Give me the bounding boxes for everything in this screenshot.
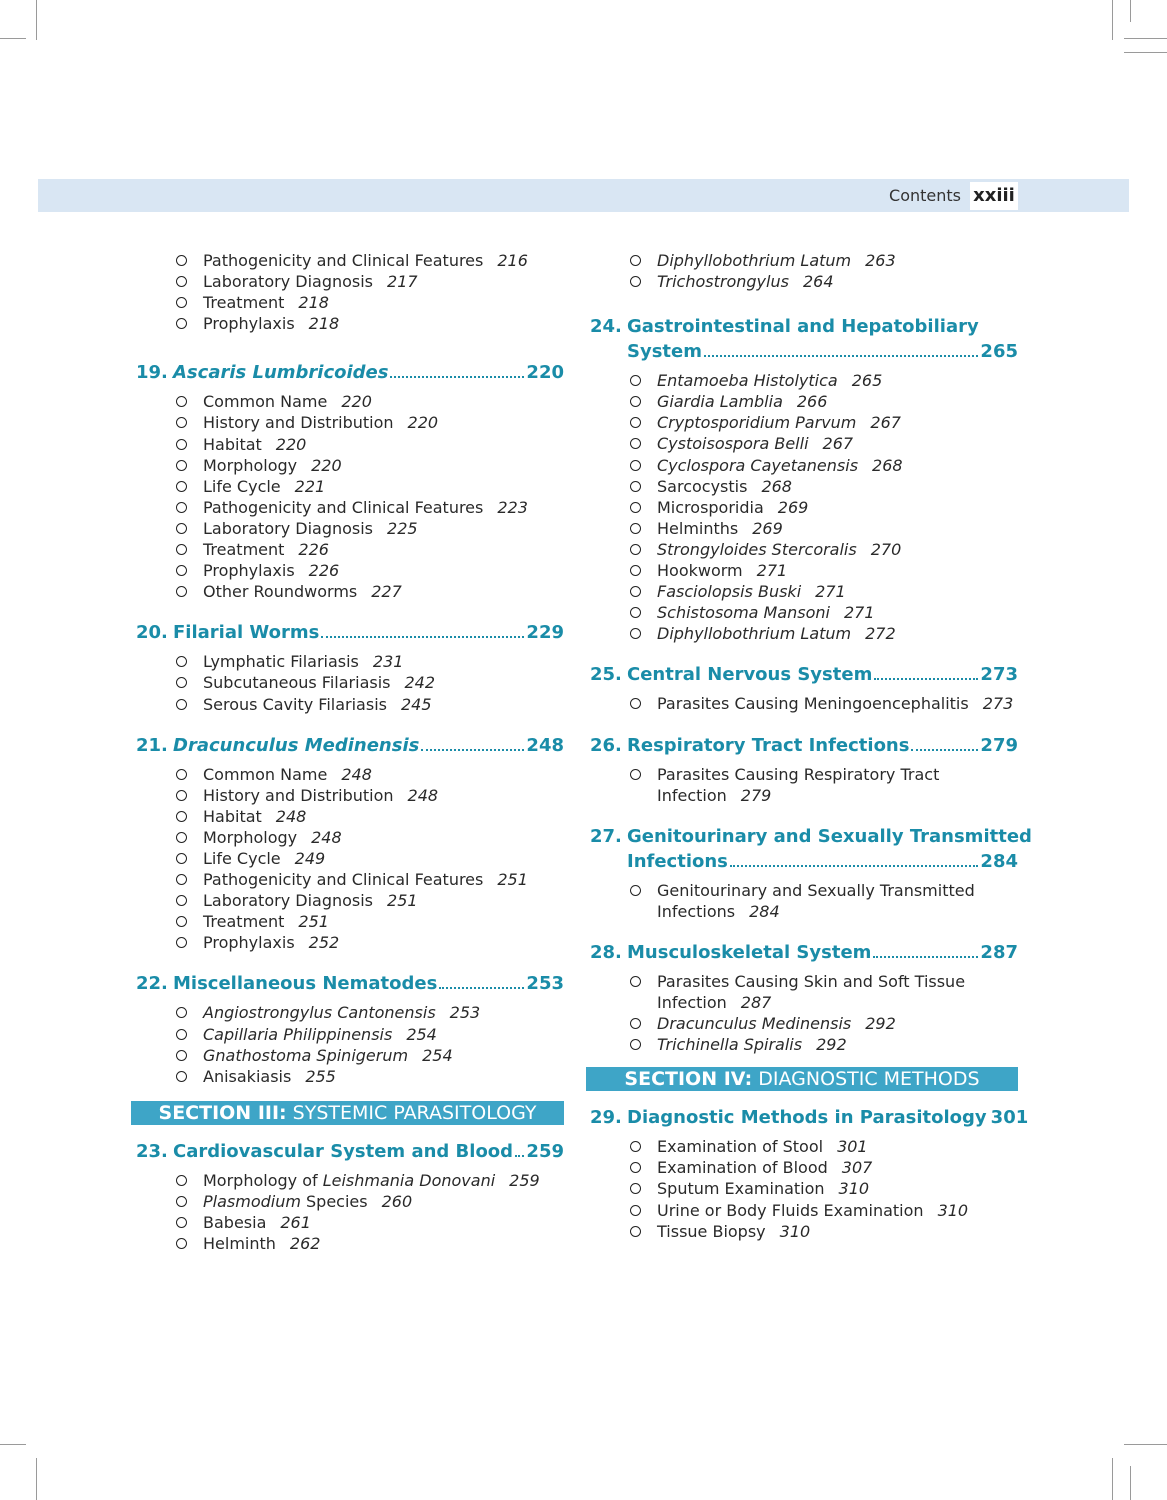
chapter-title-continued: Infections — [627, 850, 728, 872]
toc-entry: Prophylaxis 226 — [136, 560, 564, 581]
circle-bullet-icon — [630, 586, 641, 597]
circle-bullet-icon — [176, 699, 187, 710]
toc-entry: Common Name 220 — [136, 391, 564, 412]
circle-bullet-icon — [630, 769, 641, 780]
running-header-label: Contents — [889, 186, 961, 205]
crop-mark — [1130, 1466, 1131, 1500]
circle-bullet-icon — [630, 544, 641, 555]
dot-leader — [874, 678, 978, 680]
chapter-title: Genitourinary and Sexually Transmitted — [627, 825, 1032, 847]
circle-bullet-icon — [630, 885, 641, 896]
chapter-page: 284 — [980, 850, 1018, 872]
crop-mark — [36, 0, 37, 40]
section-title: DIAGNOSTIC METHODS — [752, 1068, 980, 1091]
circle-bullet-icon — [176, 439, 187, 450]
toc-entry: Babesia 261 — [136, 1212, 564, 1233]
toc-entry: Other Roundworms 227 — [136, 581, 564, 602]
dot-leader — [439, 987, 524, 989]
chapter-number: 29. — [590, 1107, 622, 1129]
crop-mark — [1124, 1444, 1167, 1445]
chapter-page: 265 — [980, 341, 1018, 363]
dot-leader — [515, 1155, 524, 1157]
toc-entry: Morphology 220 — [136, 455, 564, 476]
toc-entry: Cyclospora Cayetanensis 268 — [590, 455, 1018, 476]
chapter-heading-24 — [590, 314, 1018, 364]
circle-bullet-icon — [176, 656, 187, 667]
chapter-page: 220 — [526, 362, 564, 384]
circle-bullet-icon — [176, 544, 187, 555]
toc-entry: History and Distribution 220 — [136, 412, 564, 433]
chapter-number: 26. — [590, 734, 622, 756]
toc-entry: Cryptosporidium Parvum 267 — [590, 412, 1018, 433]
toc-entry: Parasites Causing Meningoencephalitis 273 — [590, 693, 1018, 714]
toc-entry: Morphology 248 — [136, 827, 564, 848]
circle-bullet-icon — [176, 460, 187, 471]
chapter-heading-26 — [590, 733, 1018, 758]
toc-entry: Helminths 269 — [590, 518, 1018, 539]
circle-bullet-icon — [630, 628, 641, 639]
toc-entry: Gnathostoma Spinigerum 254 — [136, 1045, 564, 1066]
toc-entry: Laboratory Diagnosis 251 — [136, 890, 564, 911]
circle-bullet-icon — [630, 523, 641, 534]
dot-leader — [704, 355, 978, 357]
chapter-number: 19. — [136, 362, 168, 384]
chapter-title: Respiratory Tract Infections — [627, 734, 910, 756]
toc-entry: Capillaria Philippinensis 254 — [136, 1024, 564, 1045]
entry-list — [590, 250, 1018, 292]
circle-bullet-icon — [630, 502, 641, 513]
circle-bullet-icon — [630, 976, 641, 987]
circle-bullet-icon — [630, 438, 641, 449]
chapter-number: 25. — [590, 664, 622, 686]
entry-list — [590, 971, 1018, 1055]
circle-bullet-icon — [176, 811, 187, 822]
dot-leader — [873, 956, 978, 958]
entry-list — [136, 651, 564, 714]
circle-bullet-icon — [176, 297, 187, 308]
dot-leader — [730, 865, 979, 867]
circle-bullet-icon — [176, 832, 187, 843]
circle-bullet-icon — [176, 1175, 187, 1186]
chapter-page: 279 — [980, 734, 1018, 756]
toc-entry: Fasciolopsis Buski 271 — [590, 581, 1018, 602]
toc-entry: Prophylaxis 252 — [136, 932, 564, 953]
chapter-title: Gastrointestinal and Hepatobiliary — [627, 316, 979, 338]
dot-leader — [321, 636, 524, 638]
toc-entry: Diphyllobothrium Latum 272 — [590, 623, 1018, 644]
circle-bullet-icon — [630, 460, 641, 471]
chapter-page: 301 — [990, 1107, 1029, 1129]
chapter-heading-22 — [136, 971, 564, 996]
chapter-heading-20 — [136, 620, 564, 645]
chapter-number: 23. — [136, 1140, 168, 1162]
circle-bullet-icon — [176, 318, 187, 329]
toc-entry: Subcutaneous Filariasis 242 — [136, 672, 564, 693]
circle-bullet-icon — [630, 375, 641, 386]
toc-entry: Pathogenicity and Clinical Features 223 — [136, 497, 564, 518]
chapter-title: Diagnostic Methods in Parasitology — [627, 1107, 987, 1129]
entry-list — [136, 1002, 564, 1086]
toc-entry: Sarcocystis 268 — [590, 476, 1018, 497]
crop-mark — [1124, 38, 1167, 39]
dot-leader — [390, 376, 524, 378]
toc-entry: Parasites Causing Skin and Soft Tissue Infection 287 — [590, 971, 1018, 1013]
circle-bullet-icon — [630, 1039, 641, 1050]
crop-mark — [0, 1444, 26, 1445]
circle-bullet-icon — [630, 1226, 641, 1237]
toc-entry: Treatment 226 — [136, 539, 564, 560]
circle-bullet-icon — [630, 565, 641, 576]
chapter-number: 21. — [136, 734, 168, 756]
crop-mark — [1112, 1458, 1113, 1500]
circle-bullet-icon — [176, 417, 187, 428]
chapter-title: Ascaris Lumbricoides — [173, 362, 389, 384]
entry-list — [136, 764, 564, 954]
toc-entry: Anisakiasis 255 — [136, 1066, 564, 1087]
dot-leader — [421, 749, 524, 751]
circle-bullet-icon — [176, 1071, 187, 1082]
chapter-page: 248 — [526, 734, 564, 756]
circle-bullet-icon — [176, 895, 187, 906]
chapter-title: Cardiovascular System and Blood — [173, 1140, 514, 1162]
circle-bullet-icon — [176, 255, 187, 266]
entry-list — [590, 693, 1018, 714]
chapter-page: 259 — [526, 1140, 564, 1162]
chapter-number: 27. — [590, 825, 622, 847]
entry-list — [590, 1136, 1018, 1241]
chapter-title: Musculoskeletal System — [627, 941, 872, 963]
toc-entry: Life Cycle 249 — [136, 848, 564, 869]
chapter-number: 28. — [590, 941, 622, 963]
circle-bullet-icon — [630, 1183, 641, 1194]
contents-left-column — [136, 250, 564, 1254]
chapter-heading-23 — [136, 1139, 564, 1164]
circle-bullet-icon — [176, 1029, 187, 1040]
circle-bullet-icon — [176, 1217, 187, 1228]
circle-bullet-icon — [630, 698, 641, 709]
toc-entry: Trichinella Spiralis 292 — [590, 1034, 1018, 1055]
circle-bullet-icon — [176, 481, 187, 492]
crop-mark — [1130, 0, 1131, 22]
circle-bullet-icon — [176, 502, 187, 513]
entry-list — [136, 391, 564, 602]
chapter-page: 273 — [980, 664, 1018, 686]
toc-entry: Examination of Blood 307 — [590, 1157, 1018, 1178]
circle-bullet-icon — [630, 1162, 641, 1173]
entry-list — [136, 250, 564, 334]
circle-bullet-icon — [630, 276, 641, 287]
circle-bullet-icon — [176, 1196, 187, 1207]
toc-entry: Prophylaxis 218 — [136, 313, 564, 334]
circle-bullet-icon — [630, 396, 641, 407]
toc-entry: Microsporidia 269 — [590, 497, 1018, 518]
chapter-heading-29 — [590, 1105, 1029, 1130]
circle-bullet-icon — [176, 790, 187, 801]
circle-bullet-icon — [630, 481, 641, 492]
crop-mark — [1124, 52, 1167, 53]
chapter-heading-19 — [136, 360, 564, 385]
toc-entry: Entamoeba Histolytica 265 — [590, 370, 1018, 391]
toc-entry: Common Name 248 — [136, 764, 564, 785]
dot-leader — [911, 749, 978, 751]
chapter-heading-28 — [590, 940, 1018, 965]
entry-list — [590, 880, 1018, 922]
chapter-number: 20. — [136, 622, 168, 644]
circle-bullet-icon — [176, 677, 187, 688]
chapter-page: 229 — [526, 622, 564, 644]
chapter-title-continued: System — [627, 341, 702, 363]
circle-bullet-icon — [176, 396, 187, 407]
circle-bullet-icon — [630, 255, 641, 266]
toc-entry: Laboratory Diagnosis 225 — [136, 518, 564, 539]
circle-bullet-icon — [176, 853, 187, 864]
toc-entry: Serous Cavity Filariasis 245 — [136, 694, 564, 715]
entry-list — [590, 370, 1018, 644]
circle-bullet-icon — [176, 586, 187, 597]
toc-entry: Habitat 248 — [136, 806, 564, 827]
toc-entry: Treatment 218 — [136, 292, 564, 313]
chapter-title: Dracunculus Medinensis — [173, 734, 420, 756]
section-banner — [131, 1101, 564, 1125]
toc-entry: Laboratory Diagnosis 217 — [136, 271, 564, 292]
crop-mark — [36, 1458, 37, 1500]
circle-bullet-icon — [176, 916, 187, 927]
chapter-page: 287 — [980, 941, 1018, 963]
toc-entry: Habitat 220 — [136, 434, 564, 455]
toc-entry: Life Cycle 221 — [136, 476, 564, 497]
toc-entry: Morphology of Leishmania Donovani 259 — [136, 1170, 564, 1191]
toc-entry: Tissue Biopsy 310 — [590, 1221, 1018, 1242]
circle-bullet-icon — [630, 417, 641, 428]
crop-mark — [1112, 0, 1113, 40]
chapter-heading-27 — [590, 824, 1032, 874]
entry-list — [136, 1170, 564, 1254]
toc-entry: Plasmodium Species 260 — [136, 1191, 564, 1212]
toc-entry: Schistosoma Mansoni 271 — [590, 602, 1018, 623]
circle-bullet-icon — [176, 276, 187, 287]
toc-entry: Treatment 251 — [136, 911, 564, 932]
circle-bullet-icon — [176, 874, 187, 885]
toc-entry: Genitourinary and Sexually Transmitted Infections 284 — [590, 880, 1018, 922]
section-banner — [586, 1067, 1018, 1091]
toc-entry: Helminth 262 — [136, 1233, 564, 1254]
circle-bullet-icon — [176, 1050, 187, 1061]
toc-entry: Diphyllobothrium Latum 263 — [590, 250, 1018, 271]
toc-entry: Cystoisospora Belli 267 — [590, 433, 1018, 454]
circle-bullet-icon — [630, 1205, 641, 1216]
chapter-page: 253 — [526, 973, 564, 995]
toc-entry: Urine or Body Fluids Examination 310 — [590, 1200, 1018, 1221]
circle-bullet-icon — [176, 769, 187, 780]
toc-entry: Giardia Lamblia 266 — [590, 391, 1018, 412]
toc-entry: History and Distribution 248 — [136, 785, 564, 806]
circle-bullet-icon — [630, 607, 641, 618]
toc-entry: Dracunculus Medinensis 292 — [590, 1013, 1018, 1034]
circle-bullet-icon — [176, 1238, 187, 1249]
toc-entry: Trichostrongylus 264 — [590, 271, 1018, 292]
toc-entry: Pathogenicity and Clinical Features 216 — [136, 250, 564, 271]
circle-bullet-icon — [176, 1007, 187, 1018]
toc-entry: Sputum Examination 310 — [590, 1178, 1018, 1199]
chapter-number: 24. — [590, 316, 622, 338]
circle-bullet-icon — [630, 1141, 641, 1152]
chapter-heading-21 — [136, 733, 564, 758]
toc-entry: Pathogenicity and Clinical Features 251 — [136, 869, 564, 890]
chapter-title: Central Nervous System — [627, 664, 873, 686]
toc-entry: Hookworm 271 — [590, 560, 1018, 581]
chapter-number: 22. — [136, 973, 168, 995]
section-number: SECTION IV: — [624, 1068, 753, 1091]
toc-entry: Angiostrongylus Cantonensis 253 — [136, 1002, 564, 1023]
circle-bullet-icon — [176, 523, 187, 534]
running-header-page-number: xxiii — [970, 182, 1018, 210]
running-header-band — [38, 179, 1129, 212]
toc-entry: Lymphatic Filariasis 231 — [136, 651, 564, 672]
crop-mark — [0, 38, 26, 39]
chapter-title: Filarial Worms — [173, 622, 320, 644]
circle-bullet-icon — [176, 565, 187, 576]
toc-entry: Strongyloides Stercoralis 270 — [590, 539, 1018, 560]
section-title: SYSTEMIC PARASITOLOGY — [286, 1101, 537, 1124]
section-number: SECTION III: — [158, 1101, 287, 1124]
circle-bullet-icon — [176, 937, 187, 948]
chapter-title: Miscellaneous Nematodes — [173, 973, 438, 995]
contents-right-column — [590, 250, 1032, 1242]
entry-list — [590, 764, 1018, 806]
circle-bullet-icon — [630, 1018, 641, 1029]
toc-entry: Examination of Stool 301 — [590, 1136, 1018, 1157]
chapter-heading-25 — [590, 662, 1018, 687]
toc-entry: Parasites Causing Respiratory Tract Infection 279 — [590, 764, 1018, 806]
